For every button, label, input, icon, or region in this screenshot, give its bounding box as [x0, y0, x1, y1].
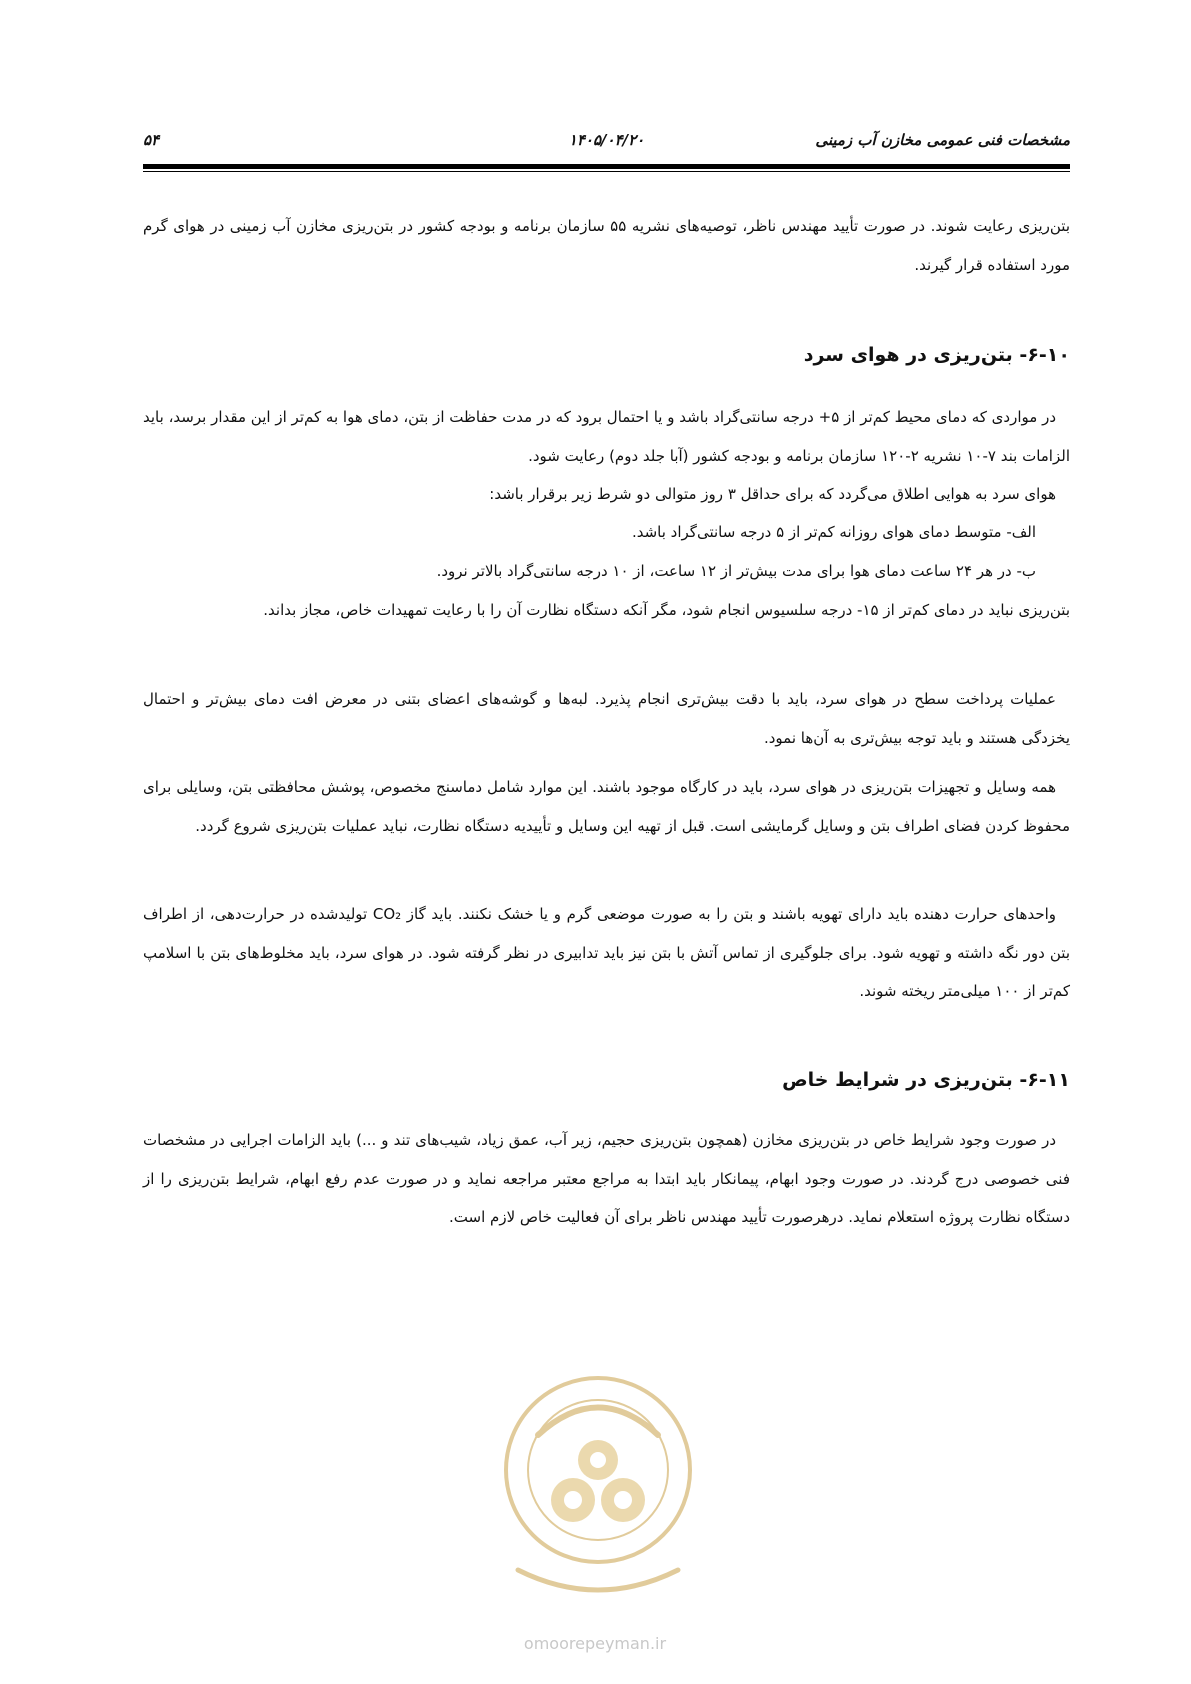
paragraph-cold-3: عملیات پرداخت سطح در هوای سرد، باید با دقت بیش‌تری انجام پذیرد. لبه‌ها و گوشه‌های اعضای بتنی در معرض افت دمای بیش‌تر و احتمال یخزدگی هستند و باید توجه بیش‌تری به آن‌ها نمود.: [143, 690, 1070, 747]
paragraph-cold-definition: هوای سرد به هوایی اطلاق می‌گردد که برای حداقل ۳ روز متوالی دو شرط زیر برقرار باشد:: [489, 485, 1056, 503]
paragraph-special-1: در صورت وجود شرایط خاص در بتن‌ریزی مخازن (همچون بتن‌ریزی حجیم، زیر آب، عمق زیاد، شیب‌های تند و ...) باید الزامات اجرایی در مشخصات فنی خصوصی درج گردند. در صورت وجود ابهام، پیمانکار باید ابتدا به مراجع معتبر مراجعه نماید و در صورت عدم رفع ابهام، شرایط بتن‌ریزی را از دستگاه نظارت پروژه استعلام نماید. درهرصورت تأیید مهندس ناظر برای آن فعالیت خاص لازم است.: [143, 1131, 1070, 1226]
section-heading-cold: ۶-۱۰- بتن‌ریزی در هوای سرد: [803, 344, 1070, 366]
watermark-logo-icon: [478, 1360, 718, 1620]
paragraph-cold-4: همه وسایل و تجهیزات بتن‌ریزی در هوای سرد، باید در کارگاه موجود باشند. این موارد شامل دماسنج مخصوص، پوشش محافظتی بتن، وسایلی برای محفوظ کردن فضای اطراف بتن و وسایل گرمایشی است. قبل از تهیه این وسایل و تأییدیه دستگاه نظارت، نباید عملیات بتن‌ریزی شروع گردد.: [143, 778, 1070, 835]
paragraph-intro: بتن‌ریزی رعایت شوند. در صورت تأیید مهندس ناظر، توصیه‌های نشریه ۵۵ سازمان برنامه و بودجه کشور در بتن‌ریزی مخازن آب زمینی در هوای گرم مورد استفاده قرار گیرند.: [143, 217, 1070, 274]
condition-a: الف- متوسط دمای هوای روزانه کم‌تر از ۵ درجه سانتی‌گراد باشد.: [631, 523, 1036, 541]
page-header: [143, 128, 1070, 154]
header-rule-thin: [143, 171, 1070, 172]
paragraph-cold-5: واحدهای حرارت دهنده باید دارای تهویه باشند و بتن را به صورت موضعی گرم و یا خشک نکنند. باید گاز CO₂ تولیدشده در حرارت‌دهی، از اطراف بتن دور نگه داشته و تهویه شود. برای جلوگیری از تماس آتش با بتن نیز باید تدابیری در نظر گرفته شود. در هوای سرد، باید مخلوط‌های بتن با اسلامپ کم‌تر از ۱۰۰ میلی‌متر ریخته شوند.: [143, 905, 1070, 1000]
section-heading-special: ۶-۱۱- بتن‌ریزی در شرایط خاص: [782, 1069, 1070, 1091]
header-rule-thick: [143, 164, 1070, 169]
paragraph-cold-1: در مواردی که دمای محیط کم‌تر از ۵+ درجه سانتی‌گراد باشد و یا احتمال برود که در مدت حفاظت از بتن، دمای هوا به کم‌تر از این مقدار برسد، باید الزامات بند ۷-۱۰ نشریه ۲-۱۲۰ سازمان برنامه و بودجه کشور (آبا جلد دوم) رعایت شود.: [143, 408, 1070, 465]
paragraph-cold-2: بتن‌ریزی نباید در دمای کم‌تر از ۱۵- درجه سلسیوس انجام شود، مگر آنکه دستگاه نظارت آن را با رعایت تمهیدات خاص، مجاز بداند.: [263, 601, 1070, 619]
watermark-url: omoorepeyman.ir: [523, 1634, 667, 1653]
header-date: ۱۴۰۵/۰۴/۲۰: [568, 131, 645, 149]
page-number: ۵۴: [143, 131, 160, 149]
condition-b: ب- در هر ۲۴ ساعت دمای هوا برای مدت بیش‌تر از ۱۲ ساعت، از ۱۰ درجه سانتی‌گراد بالاتر نرود.: [436, 562, 1036, 580]
header-title: مشخصات فنی عمومی مخازن آب زمینی: [815, 131, 1070, 149]
